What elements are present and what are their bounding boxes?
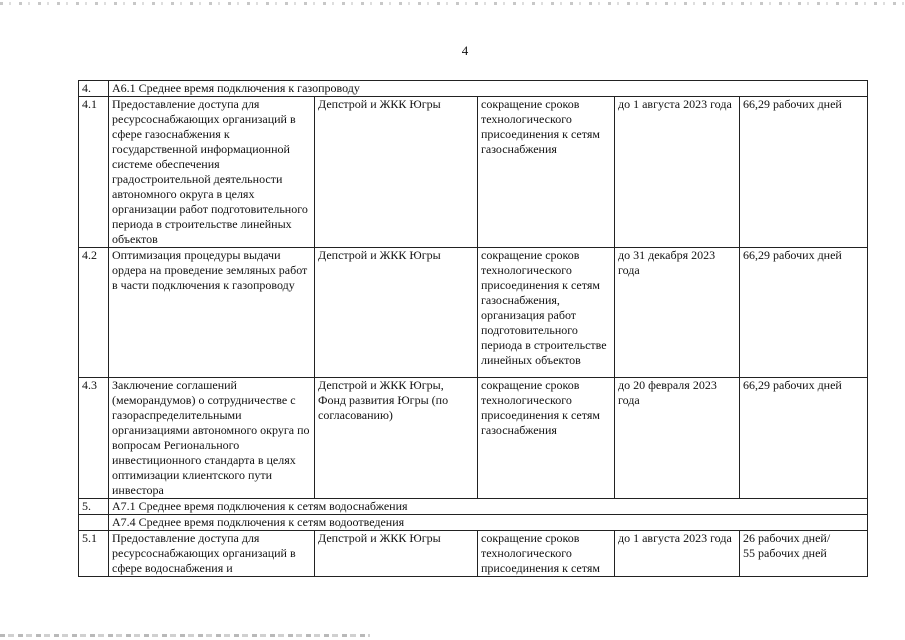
term-cell: до 1 августа 2023 года [615, 531, 740, 577]
result-cell: сокращение сроков технологического присоединения к сетям газоснабжения [478, 378, 615, 499]
indicator-cell: 66,29 рабочих дней [740, 378, 868, 499]
indicator-cell: 66,29 рабочих дней [740, 248, 868, 378]
section-number-empty [79, 515, 109, 531]
page-number: 4 [461, 43, 469, 58]
term-cell: до 31 декабря 2023 года [615, 248, 740, 378]
action-cell: Заключение соглашений (меморандумов) о сотрудничестве с газораспределительными организациями автономного округа по вопросам Регионального инвестиционного стандарта в целях оптимизации клиентского пути инвестора [109, 378, 315, 499]
indicator-cell: 66,29 рабочих дней [740, 97, 868, 248]
section-title: А6.1 Среднее время подключения к газопроводу [109, 81, 868, 97]
table-row-4-2 [79, 248, 868, 378]
scan-artifact-bottom [0, 634, 370, 637]
action-plan-table [78, 80, 868, 577]
section-row-5 [79, 499, 868, 515]
indicator-line: 26 рабочих дней/ [743, 531, 831, 545]
scan-artifact-top [0, 2, 905, 5]
result-cell: сокращение сроков технологического присоединения к сетям газоснабжения, организация работ подготовительного периода в строительстве линейных объектов [478, 248, 615, 378]
section-row-5-subtitle [79, 515, 868, 531]
responsible-cell: Депстрой и ЖКК Югры, Фонд развития Югры (по согласованию) [315, 378, 478, 499]
responsible-cell: Депстрой и ЖКК Югры [315, 248, 478, 378]
term-cell: до 20 февраля 2023 года [615, 378, 740, 499]
indicator-cell [740, 531, 868, 577]
table-row-4-1 [79, 97, 868, 248]
row-number: 5.1 [79, 531, 109, 577]
row-number: 4.3 [79, 378, 109, 499]
result-cell: сокращение сроков технологического присоединения к сетям [478, 531, 615, 577]
responsible-cell: Депстрой и ЖКК Югры [315, 531, 478, 577]
result-cell: сокращение сроков технологического присоединения к сетям газоснабжения [478, 97, 615, 248]
section-number: 5. [79, 499, 109, 515]
indicator-line: 55 рабочих дней [743, 546, 827, 560]
term-cell: до 1 августа 2023 года [615, 97, 740, 248]
responsible-cell: Депстрой и ЖКК Югры [315, 97, 478, 248]
section-row-4 [79, 81, 868, 97]
section-number: 4. [79, 81, 109, 97]
row-number: 4.2 [79, 248, 109, 378]
action-cell: Предоставление доступа для ресурсоснабжающих организаций в сфере водоснабжения и [109, 531, 315, 577]
action-cell: Предоставление доступа для ресурсоснабжающих организаций в сфере газоснабжения к государственной информационной системе обеспечения градостроительной деятельности автономного округа в целях организации работ подготовительного периода в строительстве линейных объектов [109, 97, 315, 248]
section-title: А7.1 Среднее время подключения к сетям водоснабжения [109, 499, 868, 515]
row-number: 4.1 [79, 97, 109, 248]
table-row-4-3 [79, 378, 868, 499]
section-title: А7.4 Среднее время подключения к сетям водоотведения [109, 515, 868, 531]
table-row-5-1 [79, 531, 868, 577]
action-cell: Оптимизация процедуры выдачи ордера на проведение земляных работ в части подключения к газопроводу [109, 248, 315, 378]
